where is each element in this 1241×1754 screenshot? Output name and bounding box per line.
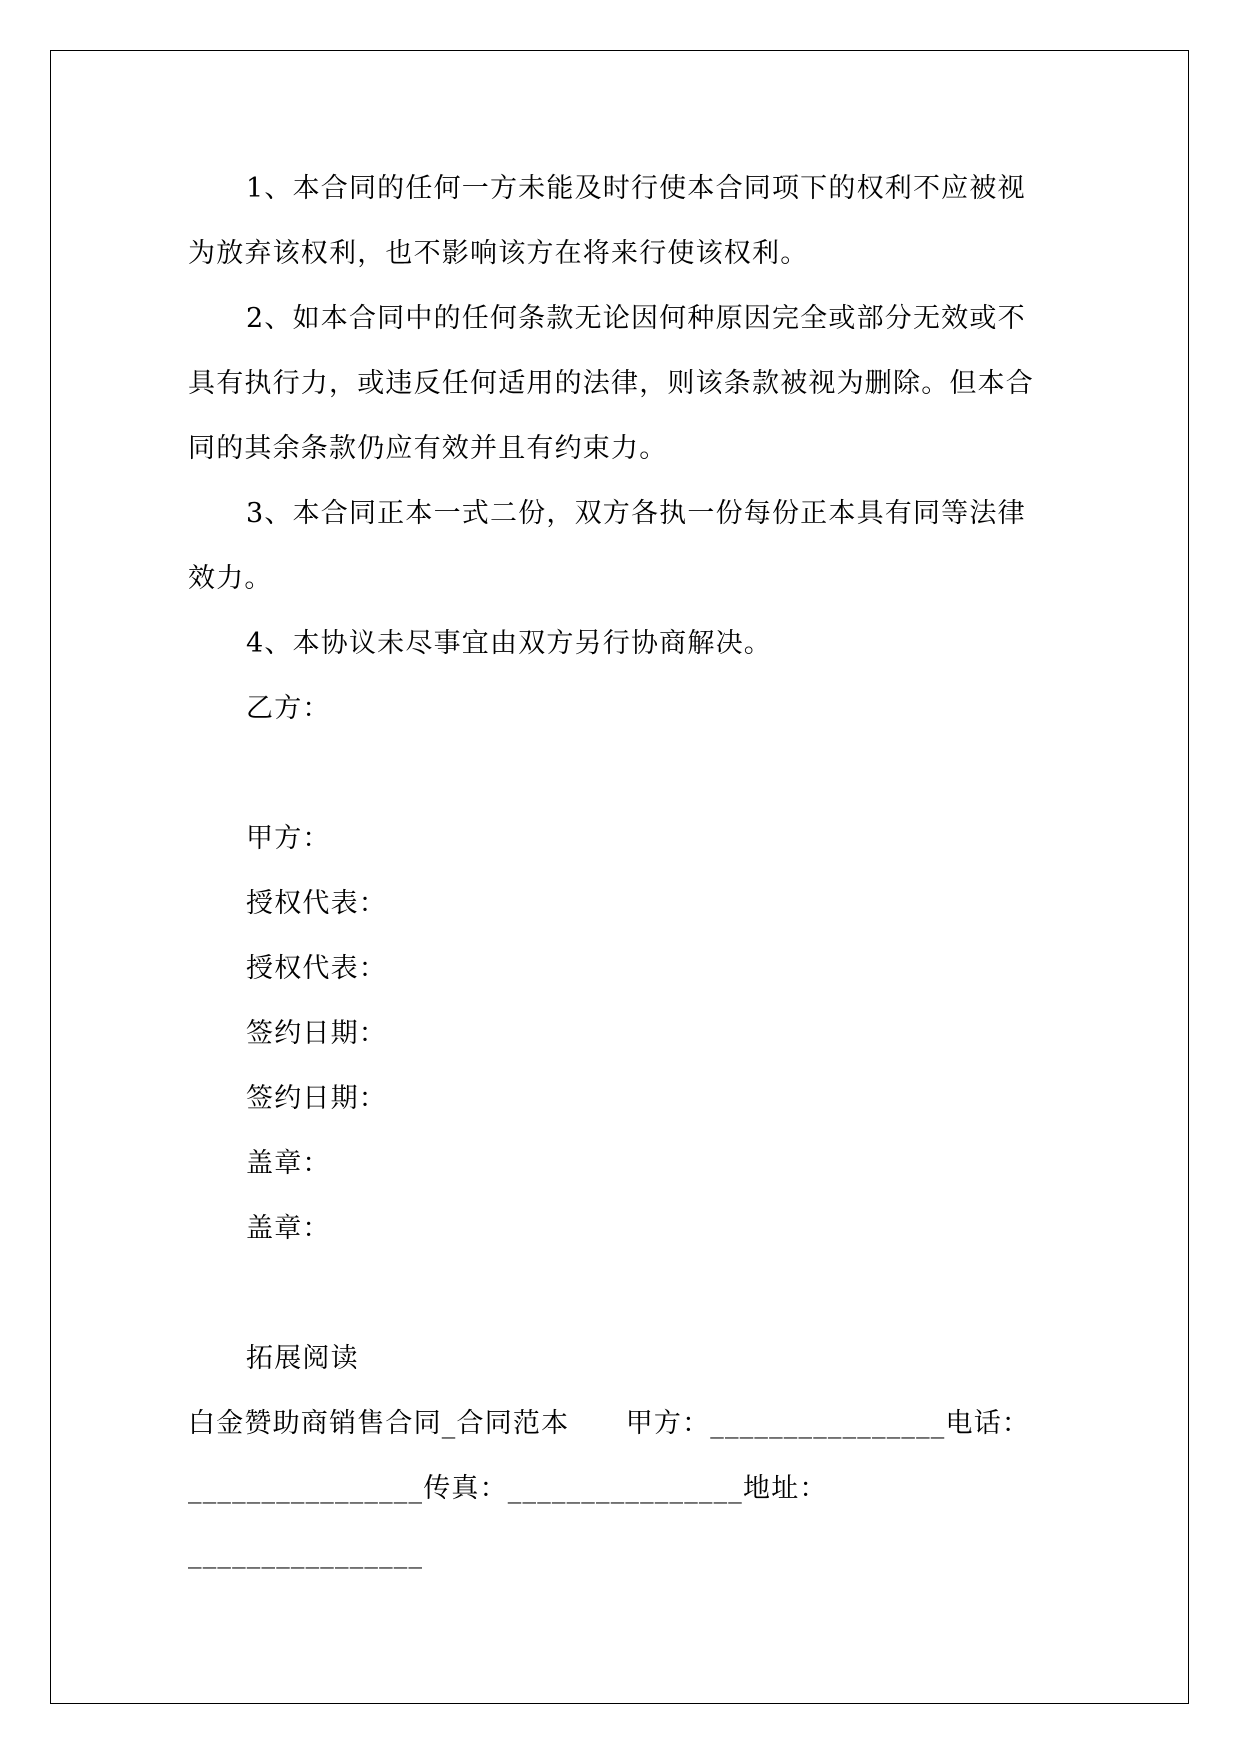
signing-date-label-1: 签约日期： [246,1018,387,1049]
clause-4-line-1: 4、本协议未尽事宜由双方另行协商解决。 [246,628,772,659]
clause-2-line-2: 具有执行力，或违反任何适用的法律，则该条款被视为删除。但本合 [188,368,1034,399]
clause-3-line-2: 效力。 [188,563,273,594]
authorized-rep-label-2: 授权代表： [246,953,387,984]
extended-line-1: 白金赞助商销售合同_合同范本 甲方：________________电话： [188,1408,1031,1439]
extended-line-2: ________________传真：________________地址： [188,1473,828,1504]
clause-2-line-3: 同的其余条款仍应有效并且有约束力。 [188,433,668,464]
document-body [188,156,1058,1586]
seal-label-1: 盖章： [246,1148,331,1179]
clause-2-line-1: 2、如本合同中的任何条款无论因何种原因完全或部分无效或不 [246,303,1026,334]
blank-line [188,741,1058,806]
signing-date-label-2: 签约日期： [246,1083,387,1114]
extended-reading-heading: 拓展阅读 [246,1343,359,1374]
authorized-rep-label-1: 授权代表： [246,888,387,919]
seal-label-2: 盖章： [246,1213,331,1244]
party-b-label: 乙方： [246,693,331,724]
party-a-label: 甲方： [246,823,331,854]
clause-1-line-1: 1、本合同的任何一方未能及时行使本合同项下的权利不应被视 [246,173,1026,204]
clause-1-line-2: 为放弃该权利，也不影响该方在将来行使该权利。 [188,238,809,269]
extended-line-3: ________________ [188,1538,424,1569]
clause-3-line-1: 3、本合同正本一式二份，双方各执一份每份正本具有同等法律 [246,498,1026,529]
blank-line [188,1261,1058,1326]
